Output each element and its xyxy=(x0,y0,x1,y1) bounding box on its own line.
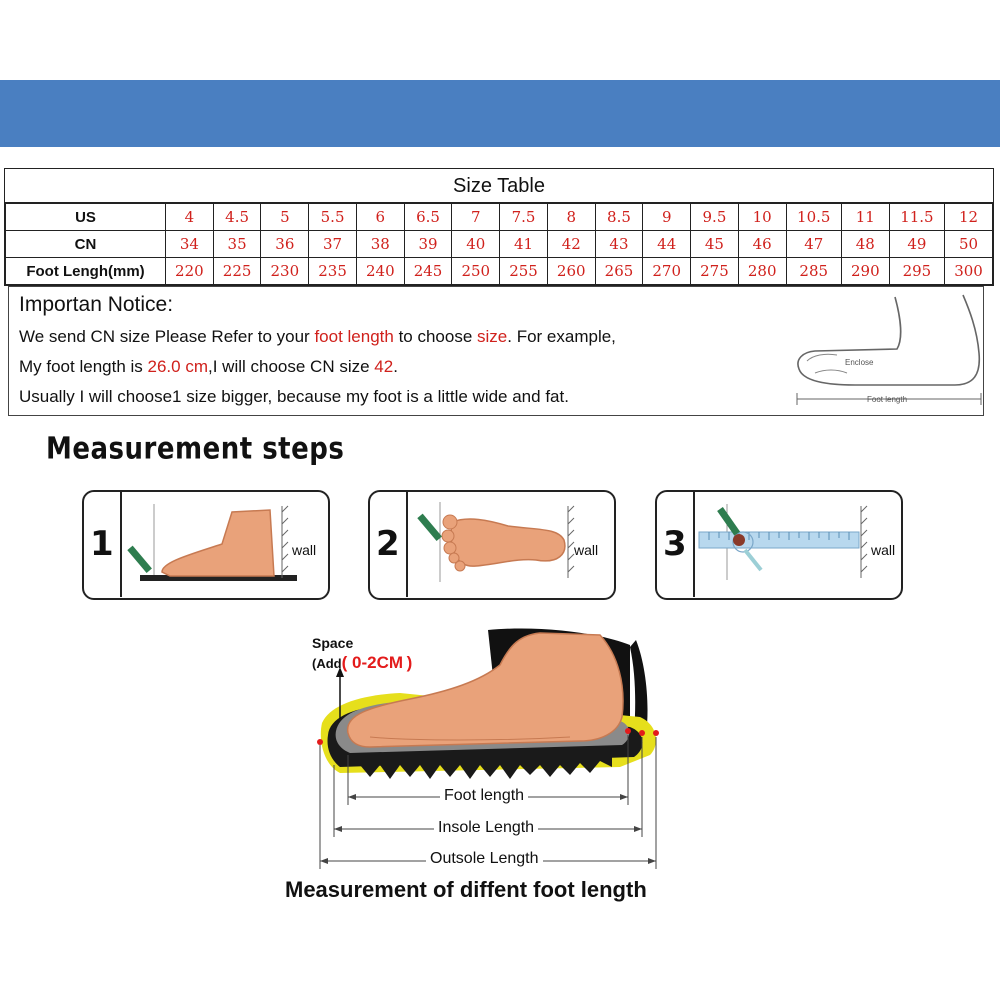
ruler-measure-icon xyxy=(695,492,900,597)
notice-highlight: foot length xyxy=(314,327,394,346)
size-cell: 8 xyxy=(547,204,595,231)
diagram-caption: Measurement of diffent foot length xyxy=(285,877,647,902)
notice-text: We send CN size Please Refer to your xyxy=(19,327,315,346)
size-cell: 49 xyxy=(889,231,944,258)
size-cell: 12 xyxy=(945,204,993,231)
notice-text: ,I will choose CN size xyxy=(208,357,375,376)
header-banner xyxy=(0,80,1000,147)
size-table-title: Size Table xyxy=(5,169,993,203)
notice-text: My foot length is xyxy=(19,357,148,376)
size-row xyxy=(6,231,993,258)
size-cell: 11.5 xyxy=(889,204,944,231)
size-cell: 48 xyxy=(841,231,889,258)
size-cell: 8.5 xyxy=(595,204,643,231)
notice-highlight: size xyxy=(477,327,508,346)
notice-text: . For example, xyxy=(507,327,616,346)
add-value: ( 0-2CM xyxy=(341,653,404,672)
notice-highlight: 26.0 cm xyxy=(147,357,208,376)
foot-length-label: Foot length xyxy=(440,787,528,805)
add-suffix: ) xyxy=(406,653,413,672)
size-cell: 275 xyxy=(691,258,739,285)
size-cell: 35 xyxy=(213,231,261,258)
size-cell: 285 xyxy=(786,258,841,285)
step-2-card xyxy=(368,490,616,600)
notice-line-1 xyxy=(19,327,616,347)
size-cell: 7.5 xyxy=(500,204,548,231)
size-cell: 46 xyxy=(738,231,786,258)
size-cell: 36 xyxy=(261,231,309,258)
foot-outline-icon xyxy=(785,289,985,413)
notice-highlight: 42 xyxy=(374,357,394,376)
row-label: US xyxy=(6,204,166,231)
foot-length-label: Foot length xyxy=(867,395,908,404)
size-row xyxy=(6,204,993,231)
size-cell: 6 xyxy=(356,204,404,231)
size-cell: 6.5 xyxy=(404,204,452,231)
size-cell: 240 xyxy=(356,258,404,285)
size-cell: 4.5 xyxy=(213,204,261,231)
size-cell: 235 xyxy=(309,258,357,285)
step-1-card xyxy=(82,490,330,600)
size-cell: 250 xyxy=(452,258,500,285)
size-cell: 225 xyxy=(213,258,261,285)
enclose-label: Enclose xyxy=(845,358,874,367)
size-cell: 44 xyxy=(643,231,691,258)
size-cell: 11 xyxy=(841,204,889,231)
step-number: 1 xyxy=(90,524,114,564)
size-cell: 40 xyxy=(452,231,500,258)
important-notice xyxy=(8,286,984,416)
size-cell: 245 xyxy=(404,258,452,285)
outsole-length-label: Outsole Length xyxy=(426,850,543,868)
size-table xyxy=(4,168,994,286)
notice-line-2 xyxy=(19,357,398,377)
size-cell: 270 xyxy=(643,258,691,285)
size-cell: 10.5 xyxy=(786,204,841,231)
wall-label: wall xyxy=(871,542,896,558)
size-cell: 5.5 xyxy=(309,204,357,231)
size-cell: 9 xyxy=(643,204,691,231)
size-cell: 43 xyxy=(595,231,643,258)
size-cell: 45 xyxy=(691,231,739,258)
row-label: Foot Lengh(mm) xyxy=(6,258,166,285)
insole-length-label: Insole Length xyxy=(434,819,538,837)
size-cell: 7 xyxy=(452,204,500,231)
notice-text: to choose xyxy=(393,327,478,346)
size-cell: 4 xyxy=(166,204,214,231)
step-number: 2 xyxy=(376,524,400,564)
size-cell: 280 xyxy=(738,258,786,285)
space-add-label xyxy=(312,653,412,673)
size-cell: 42 xyxy=(547,231,595,258)
size-cell: 41 xyxy=(500,231,548,258)
size-cell: 260 xyxy=(547,258,595,285)
size-cell: 300 xyxy=(945,258,993,285)
size-cell: 290 xyxy=(841,258,889,285)
size-row xyxy=(6,258,993,285)
size-cell: 37 xyxy=(309,231,357,258)
size-cell: 255 xyxy=(500,258,548,285)
size-cell: 39 xyxy=(404,231,452,258)
step-number: 3 xyxy=(663,524,687,564)
size-cell: 265 xyxy=(595,258,643,285)
size-cell: 10 xyxy=(738,204,786,231)
size-cell: 220 xyxy=(166,258,214,285)
notice-line-3: Usually I will choose1 size bigger, because my foot is a little wide and fat. xyxy=(19,387,569,406)
size-grid xyxy=(5,203,993,285)
size-cell: 50 xyxy=(945,231,993,258)
size-cell: 5 xyxy=(261,204,309,231)
wall-label: wall xyxy=(574,542,599,558)
measurement-steps-heading: Measurement steps xyxy=(46,432,345,467)
size-cell: 47 xyxy=(786,231,841,258)
row-label: CN xyxy=(6,231,166,258)
space-label: Space xyxy=(312,635,354,651)
size-cell: 230 xyxy=(261,258,309,285)
add-prefix: (Add xyxy=(312,656,342,671)
size-cell: 34 xyxy=(166,231,214,258)
size-cell: 295 xyxy=(889,258,944,285)
notice-title: Importan Notice: xyxy=(19,293,174,316)
step-3-card xyxy=(655,490,903,600)
size-cell: 9.5 xyxy=(691,204,739,231)
notice-text: . xyxy=(393,357,398,376)
wall-label: wall xyxy=(292,542,317,558)
size-cell: 38 xyxy=(356,231,404,258)
